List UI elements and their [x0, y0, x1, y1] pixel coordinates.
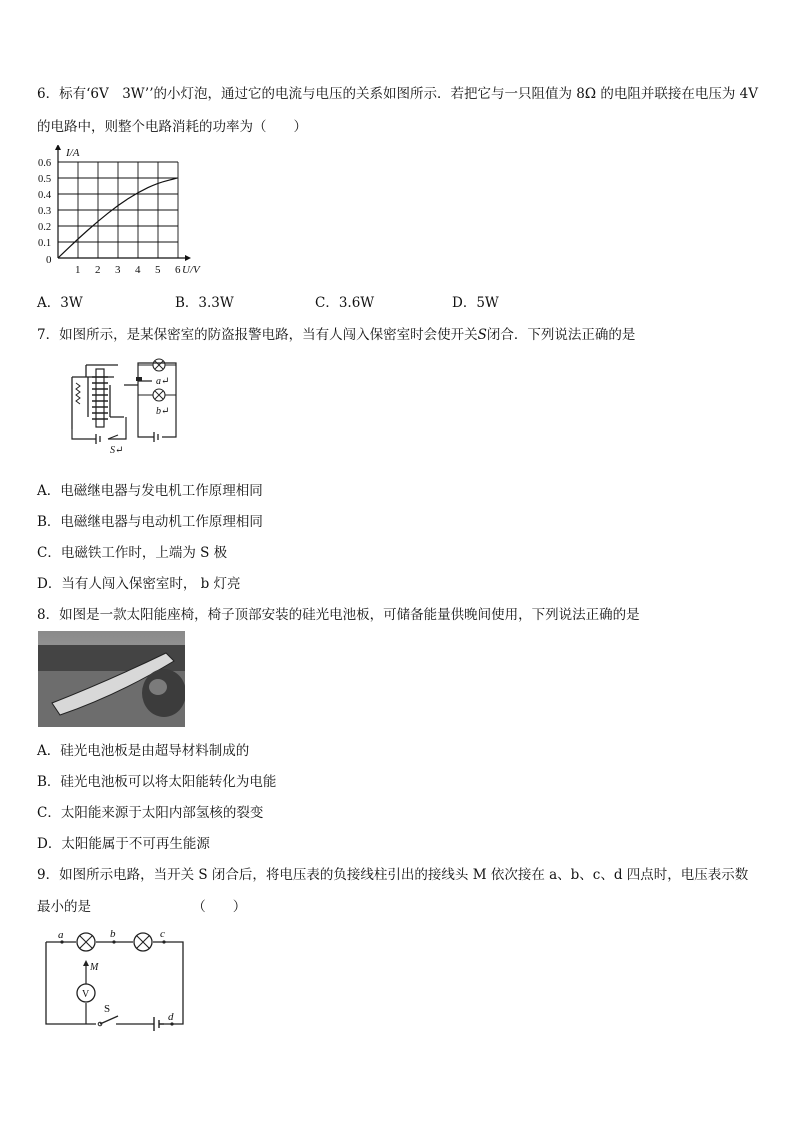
q6-option-d[interactable]: D．5W	[452, 295, 499, 311]
lamp-2-cross	[137, 936, 149, 948]
battery	[154, 1017, 164, 1031]
q6-option-c[interactable]: C．3.6W	[315, 295, 375, 311]
y-axis-label: I/A	[66, 147, 80, 159]
lead-m-arrow	[83, 960, 89, 966]
x-tick-label: 3	[115, 264, 121, 276]
label-d: d	[168, 1011, 174, 1023]
lamp-1-cross	[80, 936, 92, 948]
control-battery	[96, 434, 100, 444]
q8-option-b[interactable]: B．硅光电池板可以将太阳能转化为电能	[37, 774, 277, 790]
origin-label: 0	[46, 254, 52, 266]
point-b	[112, 940, 115, 943]
q7-stem-before: 7．如图所示，是某保密室的防盗报警电路，当有人闯入保密室时会使开关	[37, 327, 478, 343]
label-s: S	[104, 1003, 111, 1015]
electromagnet-core	[96, 369, 104, 427]
q7-option-c[interactable]: C．电磁铁工作时，上端为 S 极	[37, 545, 228, 561]
q6-stem-line1: 6．标有‘6V 3W’’的小灯泡，通过它的电流与电压的关系如图所示．若把它与一只阻值为 8Ω 的电阻并联接在电压为 4V	[37, 86, 759, 102]
y-tick-label: 0.6	[38, 158, 52, 169]
x-tick-label: 2	[95, 264, 101, 276]
label-m: M	[90, 962, 99, 973]
x-axis-arrow	[185, 255, 191, 261]
x-tick-label: 5	[155, 264, 161, 276]
q8-stem: 8．如图是一款太阳能座椅，椅子顶部安装的硅光电池板，可储备能量供晚间使用，下列说法正确的是	[37, 607, 640, 623]
solar-chair-photo	[38, 631, 185, 727]
x-axis-label: U/V	[182, 264, 200, 276]
working-battery	[154, 432, 158, 442]
chart-grid	[58, 162, 178, 258]
y-axis-arrow	[55, 145, 61, 150]
iu-chart	[30, 145, 220, 280]
upper-contact	[136, 377, 142, 381]
label-b: b	[110, 928, 116, 940]
working-wires	[124, 363, 176, 437]
q7-option-b[interactable]: B．电磁继电器与电动机工作原理相同	[37, 514, 263, 530]
alarm-circuit-diagram	[66, 355, 196, 455]
switch-blade	[100, 1016, 118, 1024]
y-tick-label: 0.4	[38, 190, 52, 201]
y-tick-label: 0.2	[38, 222, 52, 233]
relay-spring	[76, 383, 80, 404]
q7-stem-switch: S	[477, 327, 487, 343]
q8-option-d[interactable]: D．太阳能属于不可再生能源	[37, 836, 210, 852]
q8-option-a[interactable]: A．硅光电池板是由超导材料制成的	[37, 743, 250, 759]
q7-stem	[37, 323, 635, 343]
y-tick-label: 0.3	[38, 206, 52, 217]
control-wires	[72, 417, 126, 439]
q6-option-b[interactable]: B．3.3W	[175, 295, 234, 311]
y-tick-label: 0.1	[38, 238, 52, 249]
x-tick-label: 1	[75, 264, 81, 276]
q6-stem-line2: 的电路中，则整个电路消耗的功率为（ ）	[37, 119, 307, 135]
lamp-b-label: b↵	[156, 406, 170, 417]
voltmeter-circuit-diagram	[38, 928, 198, 1033]
label-a: a	[58, 929, 64, 941]
q9-stem-line2: 最小的是 （ ）	[37, 899, 247, 915]
lamp-b-cross	[155, 391, 163, 399]
x-tick-label: 4	[135, 264, 141, 276]
photo-rock-highlight	[149, 679, 167, 695]
electromagnet-coil	[92, 377, 108, 419]
q9-stem-line1: 9．如图所示电路，当开关 S 闭合后，将电压表的负接线柱引出的接线头 M 依次接在 a、b、c、d 四点时，电压表示数	[37, 867, 749, 883]
circuit-wires	[46, 942, 183, 1024]
switch-s	[108, 435, 118, 439]
x-tick-label: 6	[175, 264, 181, 276]
label-c: c	[160, 928, 165, 940]
lamp-a-cross	[155, 361, 163, 369]
q8-option-c[interactable]: C．太阳能来源于太阳内部氢核的裂变	[37, 805, 264, 821]
q7-stem-after: 闭合．下列说法正确的是	[486, 327, 636, 343]
switch-s-label: S↵	[110, 445, 124, 455]
lamp-a-label: a↵	[156, 376, 170, 387]
q7-option-d[interactable]: D．当有人闯入保密室时， b 灯亮	[37, 576, 241, 592]
y-tick-label: 0.5	[38, 174, 52, 185]
relay-armature	[110, 385, 124, 417]
q6-option-a[interactable]: A．3W	[37, 295, 83, 311]
voltmeter-label: V	[82, 989, 90, 1000]
q7-option-a[interactable]: A．电磁继电器与发电机工作原理相同	[37, 483, 263, 499]
point-c	[162, 940, 165, 943]
